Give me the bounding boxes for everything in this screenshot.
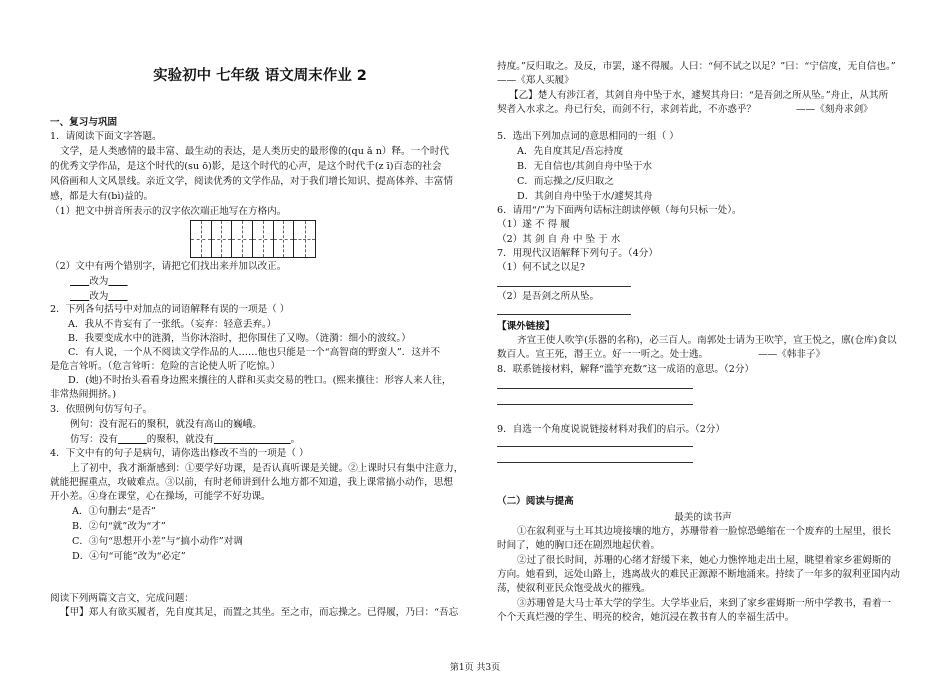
page-title: 实验初中 七年级 语文周末作业 2 [153, 68, 367, 84]
answer-line[interactable] [497, 388, 693, 389]
answer-blank[interactable] [70, 291, 89, 302]
example-sentence: 例句：没有泥石的聚积，就没有高山的巍峨。 [70, 419, 262, 430]
passage-line: 上了初中，我才渐渐感到：①要学好功课，是否认真听课是关键。②上课时只有集中注意力， [70, 463, 464, 474]
extension-source: ——《韩非子》 [758, 349, 826, 360]
option-b: B．我要变成水中的涟漪，当你沐浴时，把你围住了又吻。（涟漪：细小的波纹。） [68, 333, 411, 344]
question-7: 7．用现代汉语解释下列句子。（4分） [497, 248, 658, 259]
option-d-cont: 非常热闹拥挤。) [50, 389, 117, 400]
extension-text: 齐宣王使人吹竽(乐器的名称)，必三百人。南郭处士请为王吹竽，宣王悦之，廪(仓库)食以 [517, 335, 897, 346]
question-2: 2．下列各句括号中对加点的词语解释有误的一项是（ ） [50, 304, 290, 315]
page-footer: 第1页 共3页 [449, 663, 501, 673]
imitation-label: 仿写：没有 [70, 434, 118, 445]
passage-text: 契者入水求之。舟已行矣，而剑不行，求剑若此，不亦惑乎？ [497, 104, 757, 115]
correction-label: 改为 [89, 291, 109, 302]
option-c: C．而忘操之/反归取之 [517, 176, 614, 187]
answer-blank[interactable] [108, 291, 127, 302]
grid-cell[interactable] [191, 221, 212, 257]
correction-label: 改为 [89, 276, 109, 287]
question-6-item-1: （1）遂 不 得 履 [497, 219, 570, 230]
story-paragraph-cont: 荡，使叙利亚民众饱受战火的摧残。 [497, 583, 651, 594]
story-paragraph: ①在叙利亚与土耳其边境接壤的地方，苏珊带着一脸惊恐蜷缩在一个废弃的土屋里，很长 [517, 526, 892, 537]
option-d: D．其剑自舟中坠于水/遽契其舟 [517, 191, 653, 202]
option-a: A．先自度其足/吾忘持度 [517, 146, 624, 157]
passage-line: 文学，是人类感情的最丰富、最生动的表达，是人类历史的最形像的(qu ǎ n）释。一个时代 [60, 146, 450, 157]
answer-line[interactable] [497, 404, 693, 405]
story-paragraph-cont: 时间了，她的胸口还在剧烈地起伏着。 [497, 540, 661, 551]
extension-text: 数百人。宣王死，湣王立。好一一听之。处士逃。 [497, 349, 709, 360]
correction-line [70, 276, 128, 288]
grid-cell[interactable] [253, 221, 274, 257]
passage-yi-cont [497, 104, 873, 116]
answer-line[interactable] [497, 314, 631, 315]
passage-line: 风俗画和人文风景线。亲近文学，阅读优秀的文学作品，对于我们增长知识、提高体养、丰富情 [50, 176, 453, 187]
option-c: C．③句“思想开小差”与“搞小动作”对调 [72, 536, 243, 547]
extension-heading: 【课外链接】 [497, 321, 555, 332]
section-review-heading: 一、复习与巩固 [50, 117, 118, 128]
answer-line[interactable] [497, 286, 631, 287]
correction-line [70, 291, 128, 303]
passage-line: 感，都是大有(bì)益的。 [50, 191, 154, 202]
passage-line: 的优秀文学作品，是这个时代的(su ō)影，是这个时代的心声，是这个时代千(z ī)百态的社会 [50, 161, 442, 172]
reading-intro: 阅读下列两篇文言文，完成问题： [50, 593, 194, 604]
question-6-item-2: （2）其 剑 自 舟 中 坠 于 水 [497, 234, 621, 245]
passage-source: ——《刻舟求剑》 [796, 104, 873, 115]
answer-blank[interactable] [214, 434, 291, 445]
passage-yi: 【乙】楚人有涉江者，其剑自舟中坠于水，遽契其舟曰：“是吾剑之所从坠。”舟止，从其所 [509, 90, 889, 101]
passage-jia: 【甲】郑人有欲买履者，先自度其足，而置之其坐。至之市，而忘操之。已得履，乃曰：“吾忘 [60, 607, 459, 618]
option-a: A．①句删去“是否” [72, 506, 156, 517]
answer-grid[interactable] [190, 220, 316, 258]
grid-cell[interactable] [232, 221, 253, 257]
imitation-label: 的聚积，就没有 [146, 434, 214, 445]
extension-text-cont [497, 349, 825, 361]
question-4: 4．下文中有的句子是病句，请你选出修改不当的一项是（ ） [50, 448, 309, 459]
passage-source: ——《郑人买履》 [497, 75, 574, 86]
option-a: A．我从不肯妄有了一张纸。（妄弃：轻意丢弃。） [68, 319, 277, 330]
passage-jia-cont: 持度。”反归取之。及反，市罢，遂不得履。人曰：“何不试之以足？”曰：“宁信度，无自信也。” [497, 61, 896, 72]
question-8: 8．联系链接材料，解释“滥竽充数”这一成语的意思。（2分） [497, 364, 755, 375]
question-3: 3．依照例句仿写句子。 [50, 404, 153, 415]
story-paragraph: ③苏珊曾是大马士革大学的学生。大学毕业后，来到了家乡霍姆斯一所中学教书，看着一 [517, 598, 892, 609]
grid-cell[interactable] [294, 221, 315, 257]
option-c-cont: 是危言耸听。（危言耸听：危险的言论使人听了吃惊。） [50, 361, 281, 372]
answer-blank[interactable] [70, 276, 89, 287]
grid-cell[interactable] [212, 221, 233, 257]
option-b: B．无自信也/其剑自舟中坠于水 [517, 161, 653, 172]
option-b: B．②句“就”改为“才” [72, 521, 166, 532]
question-1: 1．请阅读下面文字答题。 [50, 131, 162, 142]
question-1-part-2: （2）文中有两个错别字，请把它们找出来并加以改正。 [50, 261, 287, 272]
option-d: D．④句“可能”改为“必定” [72, 551, 186, 562]
story-paragraph-cont: 个个天真烂漫的学生、明亮的校舍，她沉浸在教书育人的幸福生活中。 [497, 612, 795, 623]
passage-line: 就能把握重点，攻破难点。③以前，有时老师讲到什么地方都不知道，我上课常搞小动作，思想 [50, 477, 453, 488]
passage-line: 开小差。④身在课堂，心在操场，可能学不好功课。 [50, 491, 271, 502]
grid-cell[interactable] [274, 221, 295, 257]
story-title: 最美的读书声 [674, 512, 732, 523]
imitation-line: 仿写：没有 的聚积，就没有 。 [70, 434, 301, 445]
question-5: 5．选出下列加点词的意思相同的一组（ ） [497, 131, 679, 142]
question-7-item-2: （2）是吾剑之所从坠。 [497, 291, 600, 302]
question-6: 6．请用“/”为下面两句话标注朗读停顿（每句只标一处）。 [497, 205, 742, 216]
answer-blank[interactable] [108, 276, 127, 287]
question-9: 9．自选一个角度说说链接材料对我们的启示。（2分） [497, 424, 726, 435]
answer-blank[interactable] [118, 434, 147, 445]
section-reading-heading: （二）阅读与提高 [497, 496, 574, 507]
question-7-item-1: （1）何不试之以足? [497, 262, 585, 273]
option-c: C．有人说，一个从不阅读文学作品的人……他也只能是一个“高智商的野蛮人”．这并不 [68, 347, 441, 358]
story-paragraph-cont: 方向。她看到，远处山路上，逃离战火的难民正源源不断地涌来。持续了一年多的叙利亚国内动 [497, 569, 900, 580]
option-d: D．(她)不时抬头看看身边熙来攘往的人群和买卖交易的牲口。(熙来攘往：形容人来人往， [68, 375, 452, 386]
answer-line[interactable] [497, 446, 693, 447]
story-paragraph: ②过了很长时间，苏珊的心绪才舒缓下来，她心力憔悴地走出土屋，眺望着家乡霍姆斯的 [517, 555, 892, 566]
answer-line[interactable] [497, 462, 693, 463]
question-1-part-1: （1）把文中拼音所表示的汉字依次端正地写在方格内。 [50, 206, 287, 217]
